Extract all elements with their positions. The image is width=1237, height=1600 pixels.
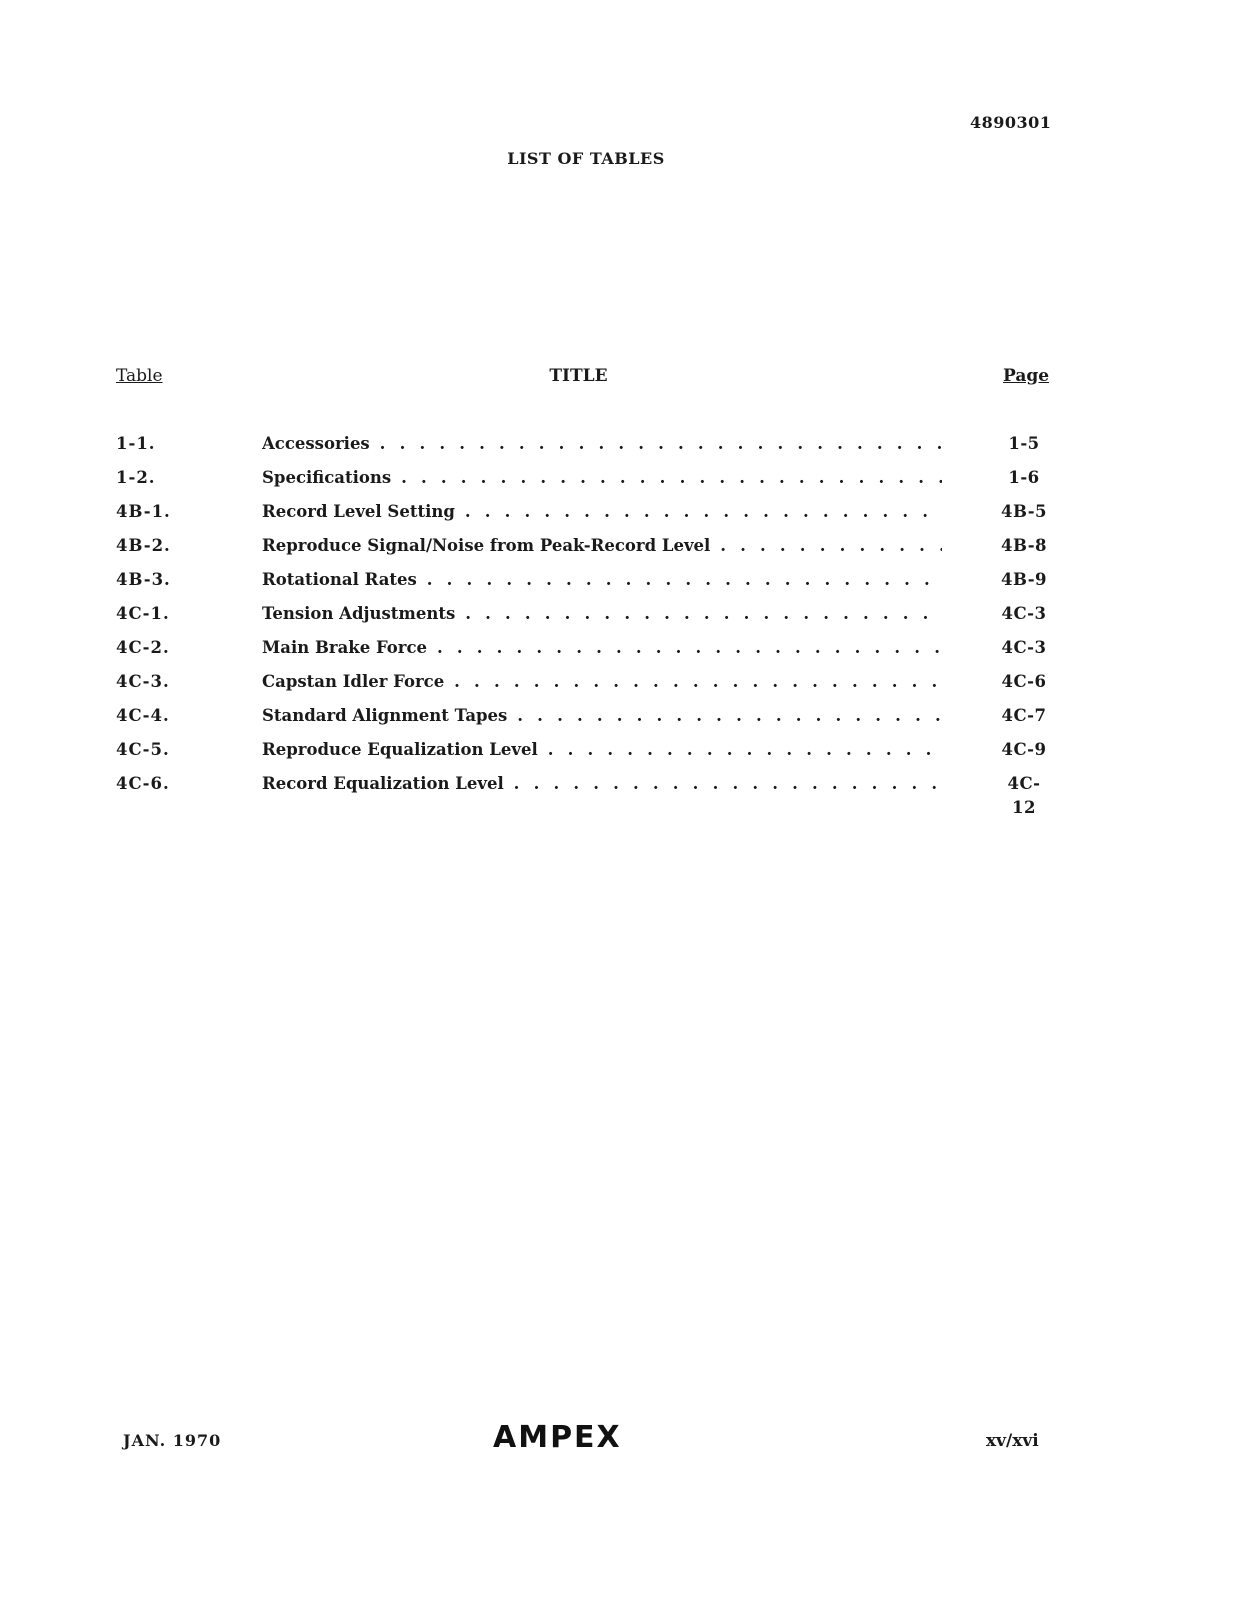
column-header-page: Page [1003,366,1050,386]
toc-entry-title: Specifications . . . [262,466,942,490]
toc-entry [116,534,1056,568]
toc-entry-page: 4B-9 [1000,570,1048,589]
toc-entry-number: 4B-1. [116,502,171,521]
toc-entry [116,670,1056,704]
toc-entry-page: 4C-12 [1007,774,1041,817]
ampex-logo: AMPEX [493,1420,622,1455]
toc-entry-title: Reproduce Equalization Level . . . [262,738,942,762]
toc-entry-page: 4C-9 [1001,740,1047,759]
toc-entry-page: 4B-5 [1000,502,1048,521]
toc-entry-number: 4C-2. [116,638,170,657]
toc-entry-number: 4B-2. [116,536,171,555]
toc-entry [116,738,1056,772]
toc-entry-number: 1-1. [116,434,156,453]
toc-entry-title: Tension Adjustments . . . [262,602,942,626]
toc-entry-page: 4C-3 [1001,638,1047,657]
toc-entry-title: Record Equalization Level . . . [262,772,942,796]
toc-entry-number: 4C-1. [116,604,170,623]
toc-entry-title: Record Level Setting . . . [262,500,942,524]
toc-entry-number: 4C-4. [116,706,170,725]
table-of-tables [116,432,1056,817]
toc-entry-title: Rotational Rates . . . [262,568,942,592]
toc-entry-number: 1-2. [116,468,156,487]
toc-entry [116,466,1056,500]
toc-entry-number: 4C-3. [116,672,170,691]
column-header-table: Table [116,366,163,386]
toc-entry-title: Main Brake Force . . . [262,636,942,660]
toc-entry [116,432,1056,466]
toc-entry-page: 1-6 [1008,468,1040,487]
document-number: 4890301 [970,113,1052,132]
toc-entry [116,568,1056,602]
footer-page-number: xv/xvi [986,1431,1039,1451]
toc-entry-page: 4C-7 [1001,706,1047,725]
toc-entry [116,636,1056,670]
toc-entry-number: 4B-3. [116,570,171,589]
page-title: LIST OF TABLES [507,149,665,168]
toc-entry [116,704,1056,738]
toc-entry-page: 4C-3 [1001,604,1047,623]
footer-date: JAN. 1970 [123,1431,222,1450]
toc-entry [116,500,1056,534]
toc-entry-page: 1-5 [1008,434,1040,453]
toc-entry [116,772,1056,817]
toc-entry-title: Reproduce Signal/Noise from Peak-Record Level . . . [262,534,942,558]
toc-entry-page: 4B-8 [1000,536,1048,555]
toc-entry-title: Accessories . . . [262,432,942,456]
toc-entry-page: 4C-6 [1001,672,1047,691]
toc-entry-number: 4C-6. [116,774,170,793]
toc-entry-title: Standard Alignment Tapes . . . [262,704,942,728]
toc-entry-title: Capstan Idler Force . . . [262,670,942,694]
toc-entry [116,602,1056,636]
column-header-title: TITLE [549,366,608,386]
toc-entry-number: 4C-5. [116,740,170,759]
